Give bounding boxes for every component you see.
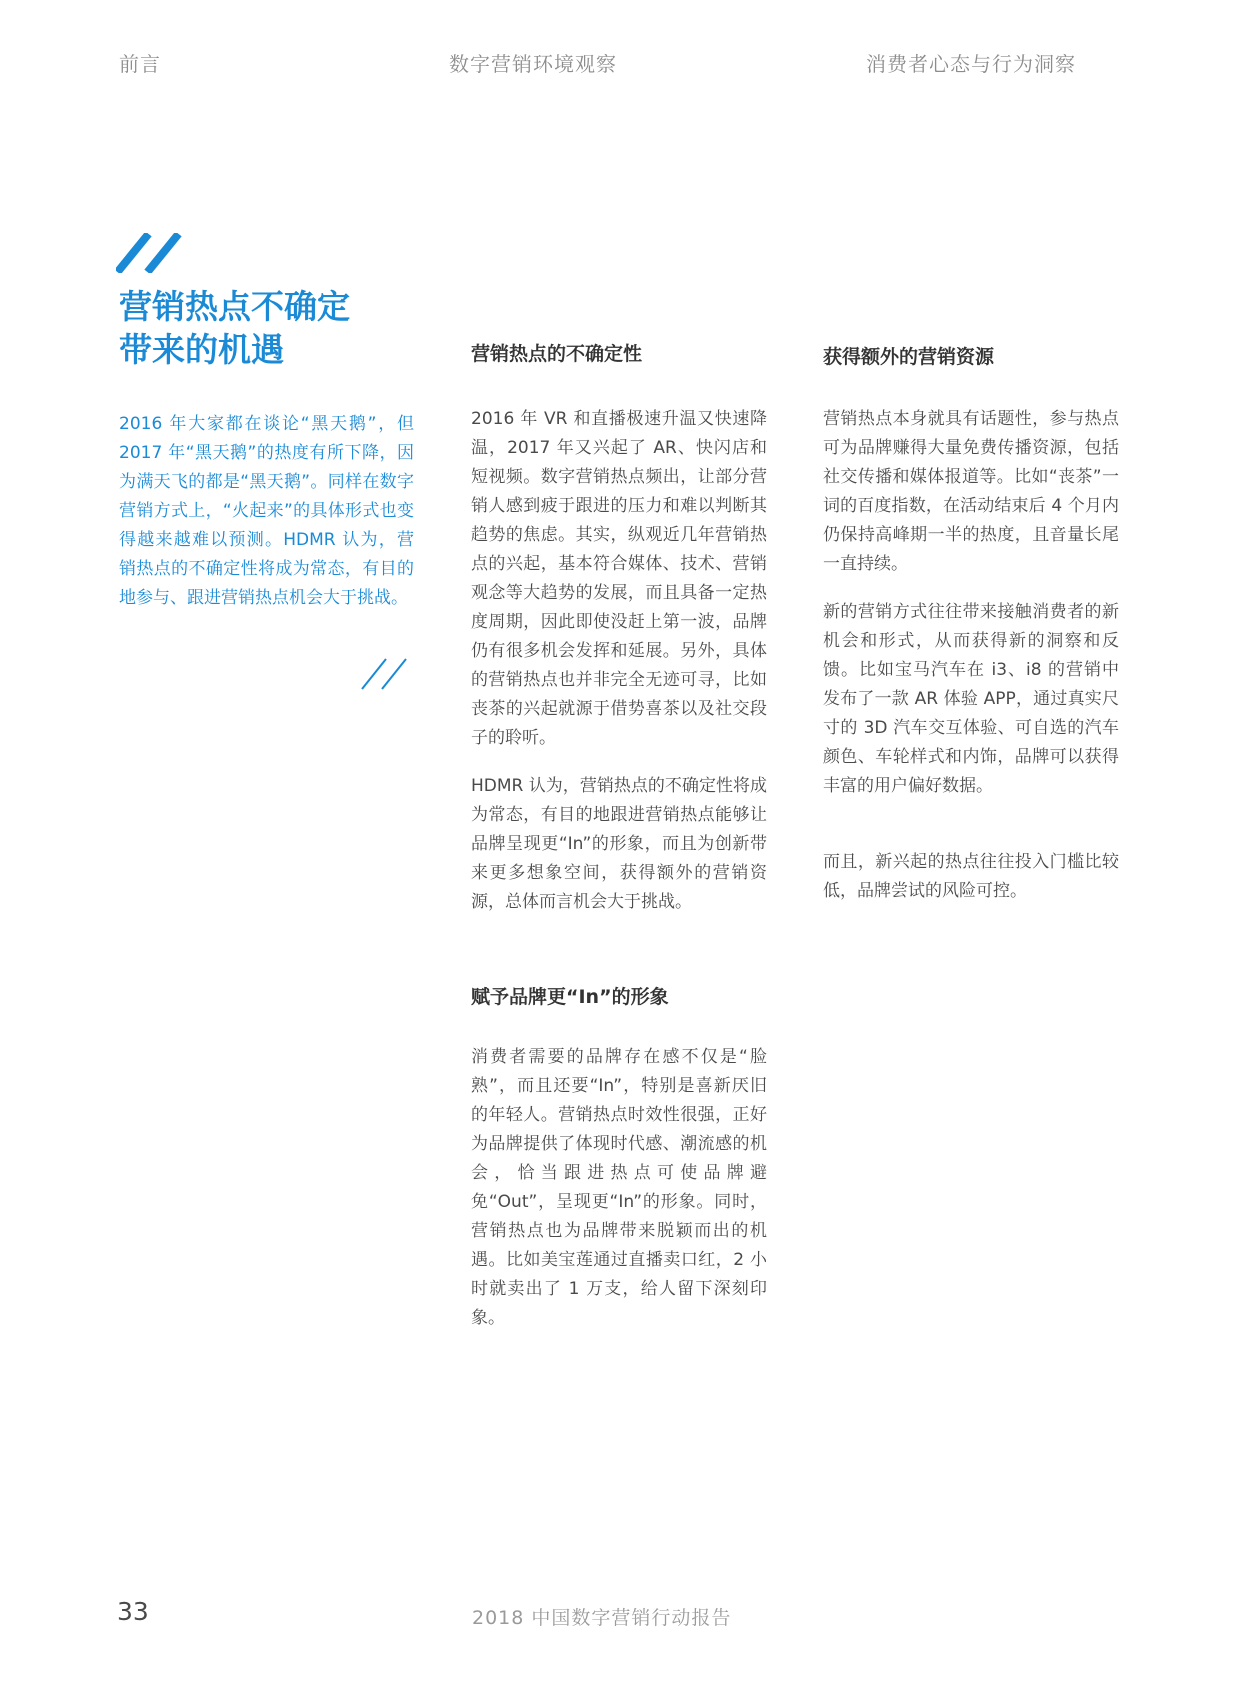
nav-item-consumer-insight[interactable]: 消费者心态与行为洞察 bbox=[866, 52, 1076, 76]
title-line-1: 营销热点不确定 bbox=[119, 287, 350, 326]
section-extra-resources-paragraph-1: 营销热点本身就具有话题性，参与热点可为品牌赚得大量免费传播资源，包括社交传播和媒体报道等。比如“丧茶”一词的百度指数，在活动结束后 4 个月内仍保持高峰期一半的热度，且音量长尾一直持续。 bbox=[823, 409, 1119, 574]
section-uncertainty-paragraph-1: 2016 年 VR 和直播极速升温又快速降温，2017 年又兴起了 AR、快闪店和短视频。数字营销热点频出，让部分营销人感到疲于跟进的压力和难以判断其趋势的焦虑。其实，纵观近几年营销热点的兴起，基本符合媒体、技术、营销观念等大趋势的发展，而且具备一定热度周期，因此即使没赶上第一波，品牌仍有很多机会发挥和延展。另外，具体的营销热点也并非完全无迹可寻，比如丧茶的兴起就源于借势喜茶以及社交段子的聆听。 bbox=[471, 409, 767, 748]
nav-item-digital-marketing-environment[interactable]: 数字营销环境观察 bbox=[449, 52, 617, 76]
page-title bbox=[119, 285, 419, 371]
intro-paragraph: 2016 年大家都在谈论“黑天鹅”，但 2017 年“黑天鹅”的热度有所下降，因为满天飞的都是“黑天鹅”。同样在数字营销方式上，“火起来”的具体形式也变得越来越难以预测。HDMR 认为，营销热点的不确定性将成为常态，有目的地参与、跟进营销热点机会大于挑战。 bbox=[119, 414, 414, 608]
section-heading-brand-in-image: 赋予品牌更“In”的形象 bbox=[471, 986, 669, 1008]
section-brand-in-image-paragraph-1: 消费者需要的品牌存在感不仅是“脸熟”，而且还要“In”，特别是喜新厌旧的年轻人。营销热点时效性很强，正好为品牌提供了体现时代感、潮流感的机会，恰当跟进热点可使品牌避免“Out”，呈现更“In”的形象。同时，营销热点也为品牌带来脱颖而出的机遇。比如美宝莲通过直播卖口红，2 小时就卖出了 1 万支，给人留下深刻印象。 bbox=[471, 1047, 767, 1328]
section-heading-extra-resources: 获得额外的营销资源 bbox=[823, 346, 995, 368]
report-title: 2018 中国数字营销行动报告 bbox=[472, 1607, 732, 1629]
nav-item-foreword[interactable]: 前言 bbox=[119, 52, 161, 76]
title-line-2: 带来的机遇 bbox=[119, 330, 284, 369]
double-slash-icon bbox=[116, 233, 182, 273]
section-heading-uncertainty: 营销热点的不确定性 bbox=[471, 343, 643, 365]
page-number: 33 bbox=[117, 1597, 149, 1626]
section-extra-resources-paragraph-3: 而且，新兴起的热点往往投入门槛比较低，品牌尝试的风险可控。 bbox=[823, 852, 1119, 901]
thin-double-slash-icon bbox=[360, 657, 412, 691]
section-uncertainty-paragraph-2: HDMR 认为，营销热点的不确定性将成为常态，有目的地跟进营销热点能够让品牌呈现更“In”的形象，而且为创新带来更多想象空间，获得额外的营销资源，总体而言机会大于挑战。 bbox=[471, 776, 767, 912]
section-extra-resources-paragraph-2: 新的营销方式往往带来接触消费者的新机会和形式，从而获得新的洞察和反馈。比如宝马汽车在 i3、i8 的营销中发布了一款 AR 体验 APP，通过真实尺寸的 3D 汽车交互体验、可自选的汽车颜色、车轮样式和内饰，品牌可以获得丰富的用户偏好数据。 bbox=[823, 602, 1119, 796]
